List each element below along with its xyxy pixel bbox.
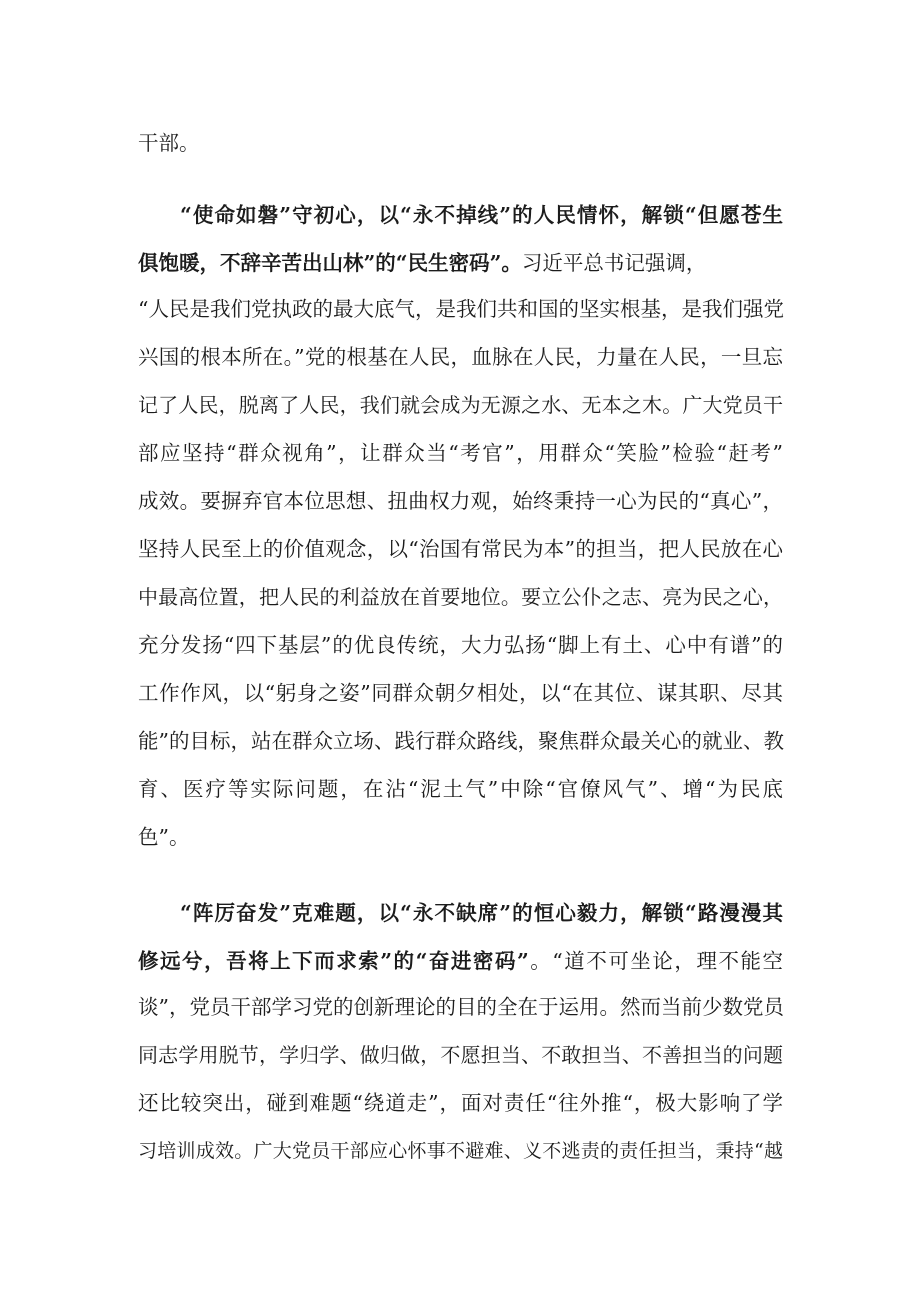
text-run: 兴国的根本所在。”党的根基在人民，血脉在人民，力量在人民，一旦忘 bbox=[138, 345, 783, 369]
text-run: 。“道不可坐论，理不能空 bbox=[528, 949, 784, 973]
text-run: 工作作风，以“躬身之姿”同群众朝夕相处，以“在其位、谋其职、尽其 bbox=[138, 681, 783, 705]
text-run: “人民是我们党执政的最大底气，是我们共和国的坚实根基，是我们强党 bbox=[138, 297, 784, 321]
text-line bbox=[138, 390, 783, 420]
text-run: 记了人民，脱离了人民，我们就会成为无源之水、无本之木。广大党员干 bbox=[138, 393, 783, 417]
bold-text-run: “阵厉奋发”克难题，以“永不缺席”的恒心毅力，解锁“路漫漫其 bbox=[180, 901, 783, 925]
paragraph-heading-line bbox=[138, 248, 783, 278]
text-run: 育、医疗等实际问题，在沾“泥土气”中除“官僚风气”、增“为民底 bbox=[138, 777, 783, 801]
text-run: 谈”，党员干部学习党的创新理论的目的全在于运用。然而当前少数党员 bbox=[138, 995, 784, 1019]
text-line bbox=[138, 774, 783, 804]
text-line bbox=[138, 1136, 783, 1166]
text-run: 部应坚持“群众视角”，让群众当“考官”，用群众“笑脸”检验“赶考” bbox=[138, 441, 783, 465]
bold-text-run: “使命如磐”守初心，以“永不掉线”的人民情怀，解锁“但愿苍生 bbox=[180, 203, 783, 227]
paragraph-heading-line bbox=[180, 200, 783, 230]
text-line bbox=[138, 630, 783, 660]
text-run: 坚持人民至上的价值观念，以“治国有常民为本”的担当，把人民放在心 bbox=[138, 537, 783, 561]
text-line bbox=[138, 1088, 783, 1118]
text-run: 成效。要摒弃官本位思想、扭曲权力观，始终秉持一心为民的“真心”， bbox=[138, 489, 783, 513]
text-line bbox=[138, 486, 783, 516]
text-line bbox=[138, 294, 783, 324]
text-run: 中最高位置，把人民的利益放在首要地位。要立公仆之志、亮为民之心， bbox=[138, 585, 783, 609]
text-line bbox=[138, 128, 783, 158]
text-line bbox=[138, 1040, 783, 1070]
text-line bbox=[138, 678, 783, 708]
text-run: 能”的目标，站在群众立场、践行群众路线，聚焦群众最关心的就业、教 bbox=[138, 729, 784, 753]
text-run: 习培训成效。广大党员干部应心怀事不避难、义不逃责的责任担当，秉持“越 bbox=[138, 1140, 783, 1162]
text-run: 习近平总书记强调， bbox=[521, 251, 707, 275]
text-run: 色”。 bbox=[138, 825, 190, 849]
bold-text-run: 修远兮，吾将上下而求索”的“奋进密码” bbox=[138, 949, 529, 973]
text-run: 充分发扬“四下基层”的优良传统，大力弘扬“脚上有土、心中有谱”的 bbox=[138, 633, 783, 657]
text-line bbox=[138, 342, 783, 372]
paragraph-heading-line bbox=[138, 946, 783, 976]
text-run: 同志学用脱节，学归学、做归做，不愿担当、不敢担当、不善担当的问题 bbox=[138, 1043, 783, 1067]
text-line bbox=[138, 582, 783, 612]
bold-text-run: 俱饱暖，不辞辛苦出山林”的“民生密码”。 bbox=[138, 251, 522, 275]
text-line bbox=[138, 992, 783, 1022]
text-line bbox=[138, 438, 783, 468]
text-run: 干部。 bbox=[138, 131, 200, 155]
paragraph-heading-line bbox=[180, 898, 783, 928]
text-run: 还比较突出，碰到难题“绕道走”，面对责任“往外推“，极大影响了学 bbox=[138, 1091, 783, 1115]
text-line bbox=[138, 534, 783, 564]
text-line bbox=[138, 726, 783, 756]
text-line bbox=[138, 822, 783, 852]
